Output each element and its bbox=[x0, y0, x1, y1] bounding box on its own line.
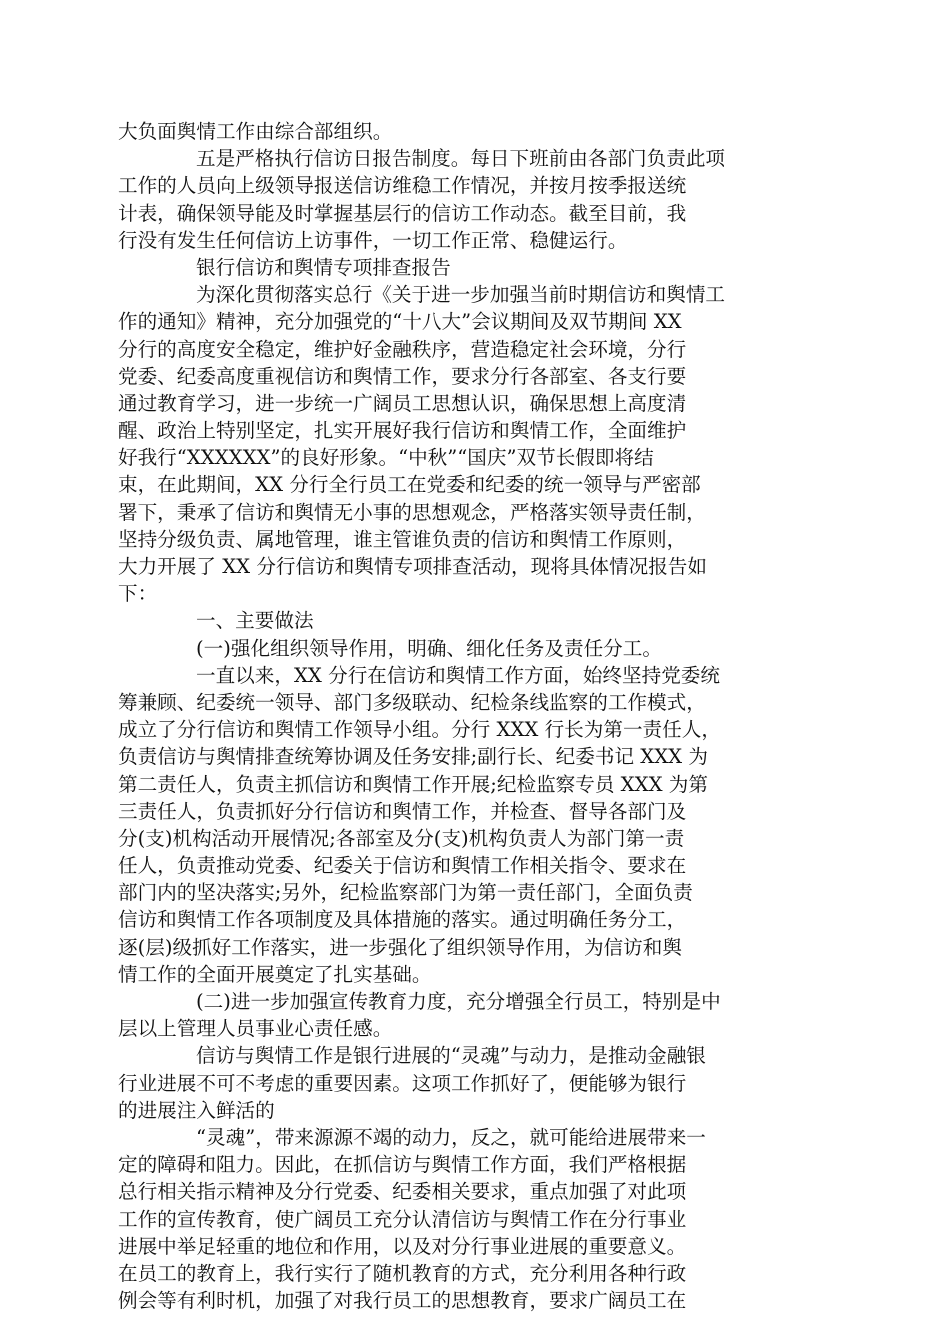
text-line: 坚持分级负责、属地管理，谁主管谁负责的信访和舆情工作原则， bbox=[118, 527, 687, 551]
document-page bbox=[118, 118, 832, 1314]
text-line: 成立了分行信访和舆情工作领导小组。分行 XXX 行长为第一责任人， bbox=[118, 718, 721, 742]
text-line: 一直以来，XX 分行在信访和舆情工作方面，始终坚持党委统 bbox=[196, 663, 720, 687]
text-line: 第二责任人，负责主抓信访和舆情工作开展;纪检监察专员 XXX 为第 bbox=[118, 772, 708, 796]
text-line: 三责任人，负责抓好分行信访和舆情工作，并检查、督导各部门及 bbox=[118, 799, 687, 823]
text-line: 银行信访和舆情专项排查报告 bbox=[196, 255, 451, 279]
text-line: 醒、政治上特别坚定，扎实开展好我行信访和舆情工作，全面维护 bbox=[118, 419, 687, 443]
text-line: 工作的人员向上级领导报送信访维稳工作情况，并按月按季报送统 bbox=[118, 174, 687, 198]
text-line: 分行的高度安全稳定，维护好金融秩序，营造稳定社会环境，分行 bbox=[118, 337, 687, 361]
text-line: 通过教育学习，进一步统一广阔员工思想认识，确保思想上高度清 bbox=[118, 391, 687, 415]
text-line: 大负面舆情工作由综合部组织。 bbox=[118, 120, 393, 143]
text-line: 下： bbox=[118, 582, 158, 606]
text-line: 信访与舆情工作是银行进展的“灵魂”与动力，是推动金融银 bbox=[196, 1044, 706, 1068]
text-line: 信访和舆情工作各项制度及具体措施的落实。通过明确任务分工， bbox=[118, 908, 687, 932]
text-line: 定的障碍和阻力。因此，在抓信访与舆情工作方面，我们严格根据 bbox=[118, 1153, 687, 1177]
text-line: 行业进展不可不考虑的重要因素。这项工作抓好了，便能够为银行 bbox=[118, 1071, 687, 1095]
text-line: 任人，负责推动党委、纪委关于信访和舆情工作相关指令、要求在 bbox=[118, 854, 687, 878]
text-line: 情工作的全面开展奠定了扎实基础。 bbox=[118, 962, 432, 986]
text-line: 党委、纪委高度重视信访和舆情工作，要求分行各部室、各支行要 bbox=[118, 364, 687, 388]
text-line: 总行相关指示精神及分行党委、纪委相关要求，重点加强了对此项 bbox=[118, 1180, 687, 1204]
text-line: 工作的宣传教育，使广阔员工充分认清信访与舆情工作在分行事业 bbox=[118, 1207, 687, 1231]
text-line: 署下，秉承了信访和舆情无小事的思想观念，严格落实领导责任制， bbox=[118, 500, 706, 524]
text-line: 束，在此期间，XX 分行全行员工在党委和纪委的统一领导与严密部 bbox=[118, 473, 701, 497]
text-line: 行没有发生任何信访上访事件，一切工作正常、稳健运行。 bbox=[118, 228, 628, 252]
text-line: 好我行“XXXXXX”的良好形象。“中秋”“国庆”双节长假即将结 bbox=[118, 446, 654, 470]
text-line: 进展中举足轻重的地位和作用，以及对分行事业进展的重要意义。 bbox=[118, 1234, 687, 1258]
text-line: 层以上管理人员事业心责任感。 bbox=[118, 1017, 393, 1041]
text-line: 部门内的坚决落实;另外，纪检监察部门为第一责任部门，全面负责 bbox=[118, 881, 693, 905]
text-line: 分(支)机构活动开展情况;各部室及分(支)机构负责人为部门第一责 bbox=[118, 826, 685, 850]
text-line: 逐(层)级抓好工作落实，进一步强化了组织领导作用，为信访和舆 bbox=[118, 935, 682, 959]
text-line: 五是严格执行信访日报告制度。每日下班前由各部门负责此项 bbox=[196, 147, 726, 171]
text-line: 大力开展了 XX 分行信访和舆情专项排查活动，现将具体情况报告如 bbox=[118, 555, 707, 578]
text-line: 为深化贯彻落实总行《关于进一步加强当前时期信访和舆情工 bbox=[196, 283, 726, 307]
text-line: 例会等有利时机，加强了对我行员工的思想教育，要求广阔员工在 bbox=[118, 1289, 687, 1313]
text-line: 计表，确保领导能及时掌握基层行的信访工作动态。截至目前，我 bbox=[118, 201, 687, 225]
text-line: “灵魂”，带来源源不竭的动力，反之，就可能给进展带来一 bbox=[196, 1125, 706, 1149]
text-line: (二)进一步加强宣传教育力度，充分增强全行员工，特别是中 bbox=[196, 990, 721, 1013]
text-line: 负责信访与舆情排查统筹协调及任务安排;副行长、纪委书记 XXX 为 bbox=[118, 745, 708, 769]
text-line: 作的通知》精神，充分加强党的“十八大”会议期间及双节期间 XX bbox=[118, 310, 682, 334]
text-line: (一)强化组织领导作用，明确、细化任务及责任分工。 bbox=[196, 636, 662, 660]
text-line: 在员工的教育上，我行实行了随机教育的方式，充分利用各种行政 bbox=[118, 1261, 687, 1285]
text-line: 一、主要做法 bbox=[196, 609, 314, 633]
text-line: 的进展注入鲜活的 bbox=[118, 1098, 275, 1122]
text-line: 筹兼顾、纪委统一领导、部门多级联动、纪检条线监察的工作模式， bbox=[118, 690, 706, 714]
